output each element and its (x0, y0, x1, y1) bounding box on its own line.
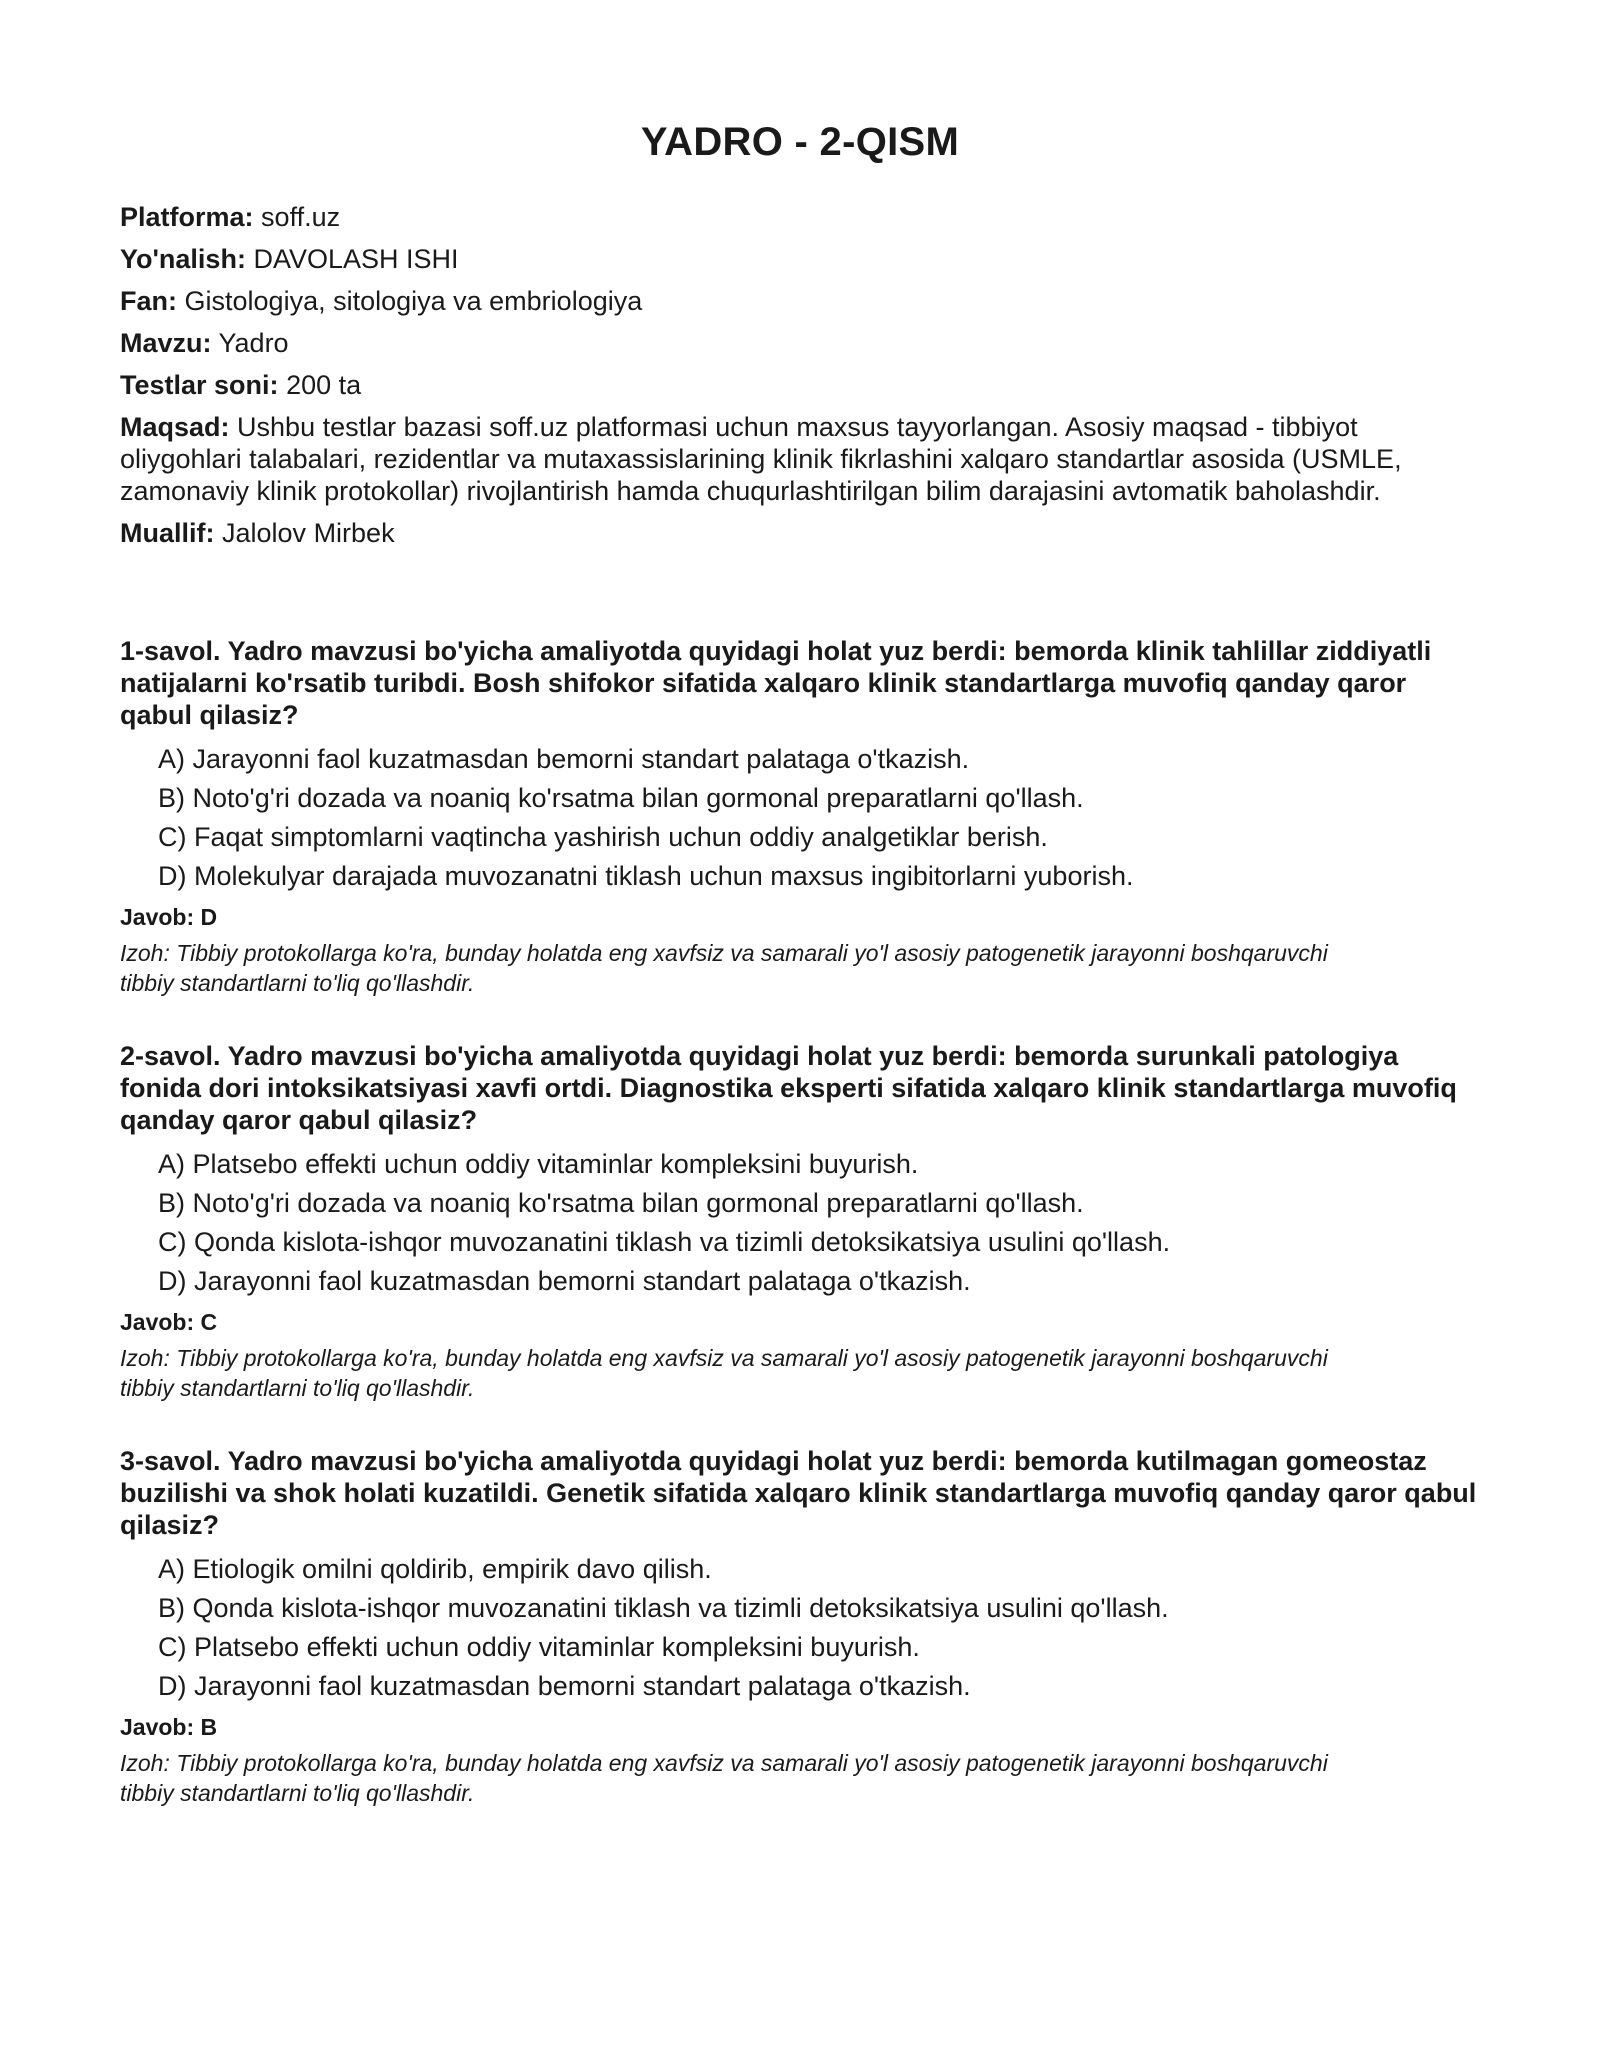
explanation-text: Izoh: Tibbiy protokollarga ko'ra, bunday holatda eng xavfsiz va samarali yo'l asosiy patogenetik jarayonni boshqaruvchi tibbiy standartlarni to'liq qo'llashdir. (120, 1750, 1328, 1806)
meta-purpose-key: Maqsad: (120, 412, 230, 442)
options-list (120, 1553, 1480, 1702)
questions-list (120, 635, 1480, 1808)
option-b: B) Qonda kislota-ishqor muvozanatini tiklash va tizimli detoksikatsiya usulini qo'llash. (158, 1593, 1169, 1623)
option-c: C) Qonda kislota-ishqor muvozanatini tiklash va tizimli detoksikatsiya usulini qo'llash. (158, 1227, 1171, 1257)
question-2 (120, 1040, 1480, 1403)
meta-purpose (120, 411, 1480, 507)
question-text: 3-savol. Yadro mavzusi bo'yicha amaliyotda quyidagi holat yuz berdi: bemorda kutilmagan gomeostaz buzilishi va shok holati kuzatildi. Genetik sifatida xalqaro klinik standartlarga muvofiq qanday qaror qabul qilasiz? (120, 1446, 1477, 1540)
option-b: B) Noto'g'ri dozada va noaniq ko'rsatma bilan gormonal preparatlarni qo'llash. (158, 1188, 1084, 1218)
options-list (120, 743, 1480, 892)
meta-platform (120, 201, 1480, 233)
option-c: C) Faqat simptomlarni vaqtincha yashirish uchun oddiy analgetiklar berish. (158, 822, 1048, 852)
question-text: 2-savol. Yadro mavzusi bo'yicha amaliyotda quyidagi holat yuz berdi: bemorda surunkali patologiya fonida dori intoksikatsiyasi xavfi ortdi. Diagnostika eksperti sifatida xalqaro klinik standartlarga muvofiq qanday qaror qabul qilasiz? (120, 1041, 1457, 1135)
metadata-block (120, 201, 1480, 549)
question-3 (120, 1445, 1480, 1808)
meta-topic (120, 327, 1480, 359)
answer-label: Javob: B (120, 1714, 218, 1740)
meta-subject-key: Fan: (120, 286, 177, 316)
meta-purpose-value: Ushbu testlar bazasi soff.uz platformasi uchun maxsus tayyorlangan. Asosiy maqsad - tibbiyot oliygohlari talabalari, rezidentlar va mutaxassislarining klinik fikrlashini xalqaro standartlar asosida (USMLE, zamonaviy klinik protokollar) rivojlantirish hamda chuqurlashtirilgan bilim darajasini avtomatik baholashdir. (120, 412, 1402, 506)
meta-platform-value: soff.uz (261, 202, 341, 232)
meta-subject (120, 285, 1480, 317)
meta-topic-key: Mavzu: (120, 328, 212, 358)
meta-count-value: 200 ta (286, 370, 362, 400)
question-1 (120, 635, 1480, 998)
meta-count (120, 369, 1480, 401)
meta-direction (120, 243, 1480, 275)
option-c: C) Platsebo effekti uchun oddiy vitaminlar kompleksini buyurish. (158, 1632, 920, 1662)
meta-platform-key: Platforma: (120, 202, 254, 232)
meta-topic-value: Yadro (218, 328, 289, 358)
meta-subject-value: Gistologiya, sitologiya va embriologiya (184, 286, 643, 316)
question-text: 1-savol. Yadro mavzusi bo'yicha amaliyotda quyidagi holat yuz berdi: bemorda klinik tahlillar ziddiyatli natijalarni ko'rsatib turibdi. Bosh shifokor sifatida xalqaro klinik standartlarga muvofiq qanday qaror qabul qilasiz? (120, 636, 1432, 730)
answer-label: Javob: C (120, 1309, 218, 1335)
option-d: D) Jarayonni faol kuzatmasdan bemorni standart palataga o'tkazish. (158, 1671, 971, 1701)
meta-direction-value: DAVOLASH ISHI (253, 244, 459, 274)
document-title: YADRO - 2-QISM (640, 120, 960, 164)
meta-count-key: Testlar soni: (120, 370, 279, 400)
option-a: A) Jarayonni faol kuzatmasdan bemorni standart palataga o'tkazish. (158, 744, 970, 774)
meta-author-value: Jalolov Mirbek (222, 518, 395, 548)
meta-author (120, 517, 1480, 549)
option-b: B) Noto'g'ri dozada va noaniq ko'rsatma bilan gormonal preparatlarni qo'llash. (158, 783, 1084, 813)
meta-direction-key: Yo'nalish: (120, 244, 246, 274)
option-a: A) Platsebo effekti uchun oddiy vitaminlar kompleksini buyurish. (158, 1149, 919, 1179)
option-a: A) Etiologik omilni qoldirib, empirik davo qilish. (158, 1554, 712, 1584)
option-d: D) Jarayonni faol kuzatmasdan bemorni standart palataga o'tkazish. (158, 1266, 971, 1296)
option-d: D) Molekulyar darajada muvozanatni tiklash uchun maxsus ingibitorlarni yuborish. (158, 861, 1134, 891)
explanation-text: Izoh: Tibbiy protokollarga ko'ra, bunday holatda eng xavfsiz va samarali yo'l asosiy patogenetik jarayonni boshqaruvchi tibbiy standartlarni to'liq qo'llashdir. (120, 1345, 1328, 1401)
meta-author-key: Muallif: (120, 518, 215, 548)
answer-label: Javob: D (120, 904, 218, 930)
options-list (120, 1148, 1480, 1297)
explanation-text: Izoh: Tibbiy protokollarga ko'ra, bunday holatda eng xavfsiz va samarali yo'l asosiy patogenetik jarayonni boshqaruvchi tibbiy standartlarni to'liq qo'llashdir. (120, 940, 1328, 996)
